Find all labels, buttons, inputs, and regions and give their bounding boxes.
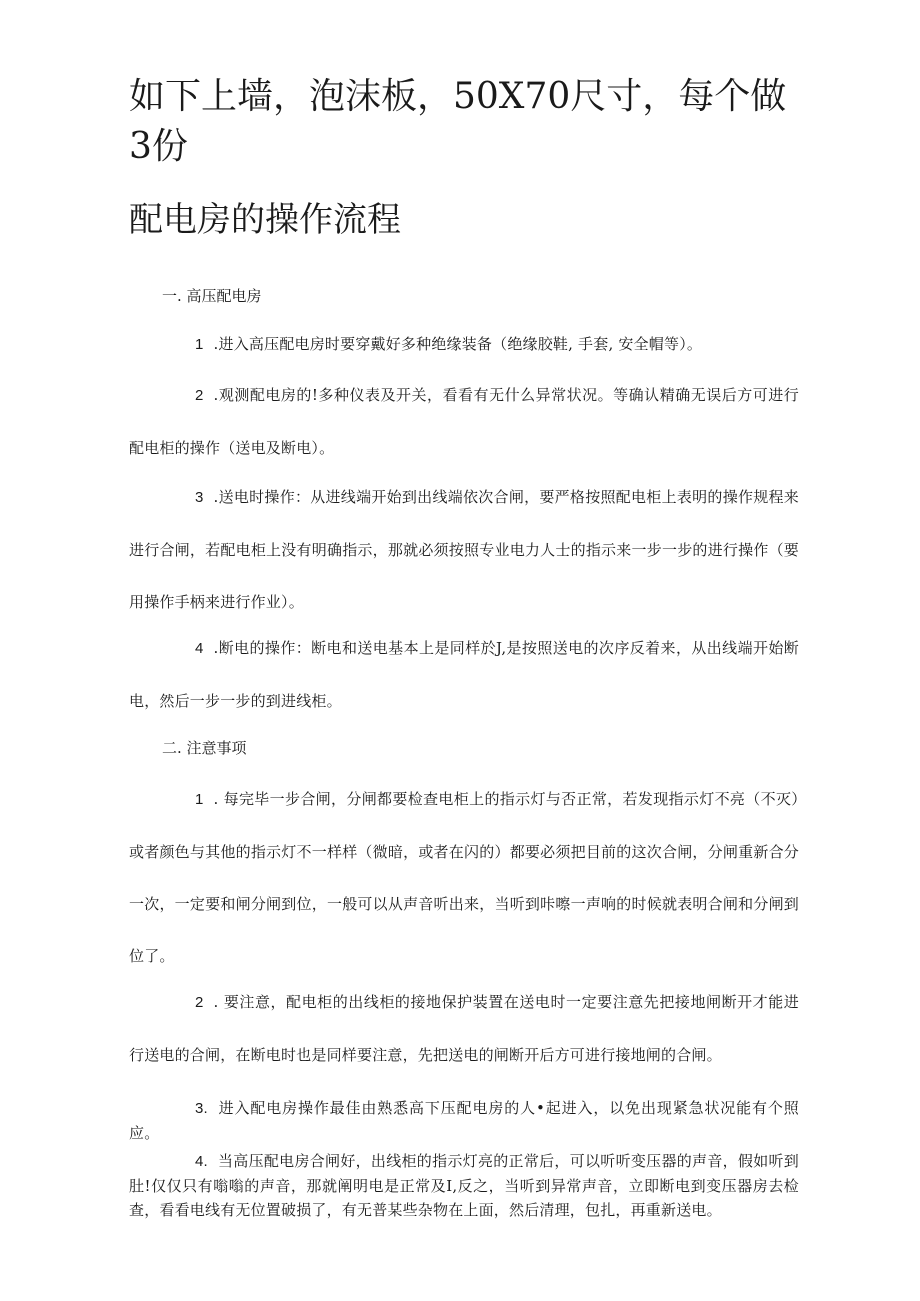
- list-item: [129, 471, 799, 628]
- section-heading-high-voltage: 一. 高压配电房: [162, 287, 262, 305]
- list-item: [129, 1149, 799, 1222]
- item-text: 当高压配电房合闸好，出线柜的指示灯亮的正常后，可以听听变压器的声音，假如听到肚!仅仅只有嗡嗡的声音，那就阐明电是正常及I,反之，当听到异常声音，立即断电到变压器房去检查，看看电线有无位置破损了，有无普某些杂物在上面，然后清理，包扎，再重新送电。: [129, 1152, 799, 1219]
- posting-notice: 如下上墙，泡沫板，50X70尺寸，每个做3份: [129, 76, 787, 167]
- item-number: 2: [195, 994, 204, 1011]
- list-item: [129, 773, 799, 982]
- document-title: 配电房的操作流程: [129, 200, 401, 240]
- list-item: [129, 976, 799, 1081]
- item-number: 4: [195, 640, 204, 657]
- section-heading-notes: 二. 注意事项: [162, 739, 247, 757]
- item-number: 2: [195, 387, 204, 404]
- item-text: .断电的操作：断电和送电基本上是同样於J,是按照送电的次序反着来，从出线端开始断电，然后一步一步的到进线柜。: [129, 639, 799, 710]
- list-item: [129, 318, 799, 371]
- item-number: 1: [195, 791, 204, 808]
- list-item: [129, 1096, 799, 1145]
- item-number: 3: [195, 489, 204, 506]
- item-text: .进入高压配电房时要穿戴好多种绝缘装备（绝缘胶鞋, 手套, 安全帽等）。: [213, 335, 703, 353]
- list-item: [129, 369, 799, 474]
- item-text: .送电时操作：从进线端开始到出线端依次合闸，要严格按照配电柜上表明的操作规程来进行合闸，若配电柜上没有明确指示，那就必须按照专业电力人士的指示来一步一步的进行操作（要用操作手柄来进行作业）。: [129, 488, 799, 611]
- item-number: 4.: [195, 1153, 208, 1170]
- item-number: 1: [195, 336, 204, 353]
- list-item: [129, 622, 799, 727]
- item-text: .观测配电房的!多种仪表及开关，看看有无什么异常状况。等确认精确无误后方可进行配电柜的操作（送电及断电）。: [129, 386, 799, 457]
- item-text: 进入配电房操作最佳由熟悉高下压配电房的人•起进入，以免出现紧急状况能有个照应。: [129, 1099, 799, 1142]
- item-text: . 要注意，配电柜的出线柜的接地保护装置在送电时一定要注意先把接地闸断开才能进行送电的合闸，在断电时也是同样要注意，先把送电的闸断开后方可进行接地闸的合闸。: [129, 993, 799, 1064]
- item-text: . 每完毕一步合闸，分闸都要检查电柜上的指示灯与否正常，若发现指示灯不亮（不灭）或者颜色与其他的指示灯不一样样（微暗，或者在闪的）都要必须把目前的这次合闸，分闸重新合分一次，一定要和闸分闸到位，一般可以从声音听出来，当听到咔嚓一声响的时候就表明合闸和分闸到位了。: [129, 790, 799, 965]
- item-number: 3.: [195, 1100, 208, 1117]
